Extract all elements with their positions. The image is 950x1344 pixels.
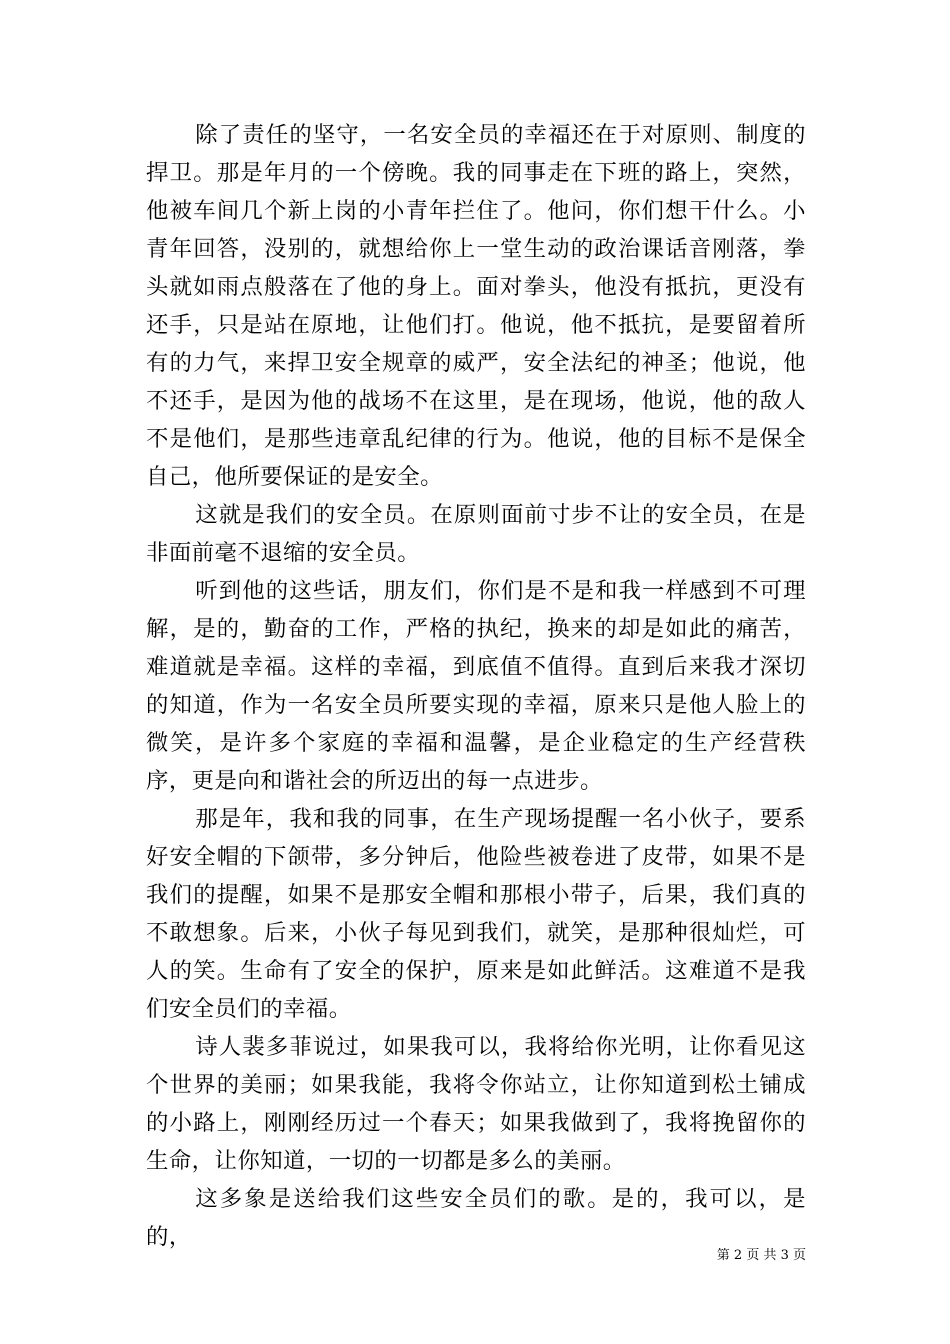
paragraph: 除了责任的坚守，一名安全员的幸福还在于对原则、制度的捍卫。那是年月的一个傍晚。我的同事走在下班的路上，突然，他被车间几个新上岗的小青年拦住了。他问，你们想干什么。小青年回答，没别的，就想给你上一堂生动的政治课话音刚落，拳头就如雨点般落在了他的身上。面对拳头，他没有抵抗，更没有还手，只是站在原地，让他们打。他说，他不抵抗，是要留着所有的力气，来捍卫安全规章的威严，安全法纪的神圣；他说，他不还手，是因为他的战场不在这里，是在现场，他说，他的敌人不是他们，是那些违章乱纪律的行为。他说，他的目标不是保全自己，他所要保证的是安全。	[146, 122, 806, 490]
body-text	[146, 116, 806, 1256]
paragraph: 这多象是送给我们这些安全员们的歌。是的，我可以，是的，	[146, 1186, 806, 1250]
page-number-footer: 第 2 页 共 3 页	[716, 1248, 806, 1263]
paragraph: 这就是我们的安全员。在原则面前寸步不让的安全员，在是非面前毫不退缩的安全员。	[146, 502, 806, 566]
paragraph: 那是年，我和我的同事，在生产现场提醒一名小伙子，要系好安全帽的下颌带，多分钟后，他险些被卷进了皮带，如果不是我们的提醒，如果不是那安全帽和那根小带子，后果，我们真的不敢想象。后来，小伙子每见到我们，就笑，是那种很灿烂，可人的笑。生命有了安全的保护，原来是如此鲜活。这难道不是我们安全员们的幸福。	[146, 806, 806, 1022]
paragraph: 听到他的这些话，朋友们，你们是不是和我一样感到不可理解，是的，勤奋的工作，严格的执纪，换来的却是如此的痛苦，难道就是幸福。这样的幸福，到底值不值得。直到后来我才深切的知道，作为一名安全员所要实现的幸福，原来只是他人脸上的微笑，是许多个家庭的幸福和温馨，是企业稳定的生产经营秩序，更是向和谐社会的所迈出的每一点进步。	[146, 578, 806, 794]
paragraph: 诗人裴多菲说过，如果我可以，我将给你光明，让你看见这个世界的美丽；如果我能，我将令你站立，让你知道到松土铺成的小路上，刚刚经历过一个春天；如果我做到了，我将挽留你的生命，让你知道，一切的一切都是多么的美丽。	[146, 1034, 806, 1174]
